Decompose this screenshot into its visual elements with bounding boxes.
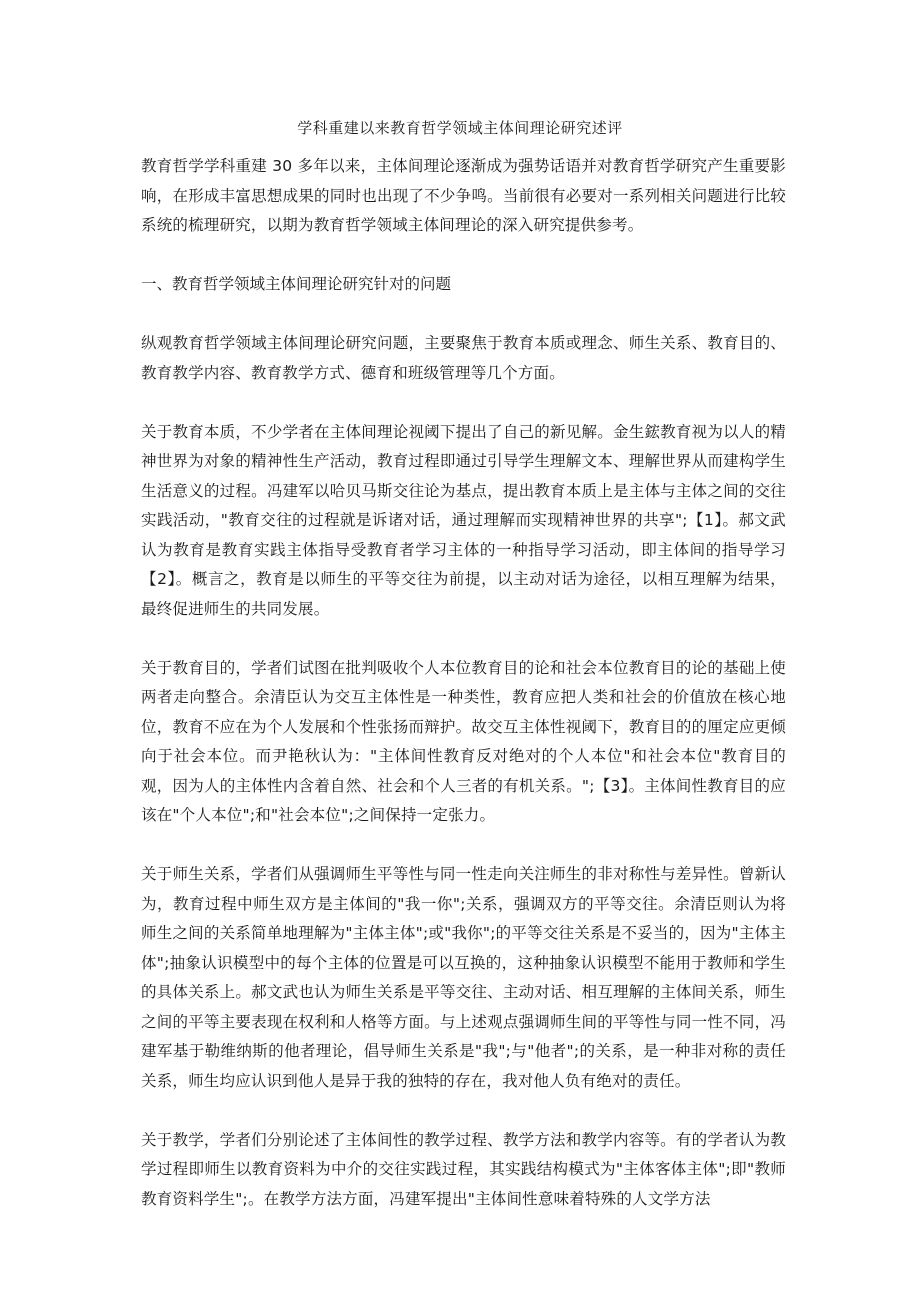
education-essence-paragraph: 关于教育本质，不少学者在主体间理论视阈下提出了自己的新见解。金生鋐教育视为以人的精神世界为对象的精神性生产活动，教育过程即通过引导学生理解文本、理解世界从而建构学生生活意义的过程。冯建军以哈贝马斯交往论为基点，提出教育本质上是主体与主体之间的交往实践活动，"教育交往的过程就是诉诸对话，通过理解而实现精神世界的共享";【1】。郝文武认为教育是教育实践主体指导受教育者学习主体的一种指导学习活动，即主体间的指导学习【2】。概言之，教育是以师生的平等交往为前提，以主动对话为途径，以相互理解为结果，最终促进师生的共同发展。 [141,422,786,618]
intro-paragraph: 教育哲学学科重建 30 多年以来，主体间理论逐渐成为强势话语并对教育哲学研究产生重要影响，在形成丰富思想成果的同时也出现了不少争鸣。当前很有必要对一系列相关问题进行比较系统的梳理研究，以期为教育哲学领域主体间理论的深入研究提供参考。 [141,157,786,234]
teaching-paragraph: 关于教学，学者们分别论述了主体间性的教学过程、教学方法和教学内容等。有的学者认为教学过程即师生以教育资料为中介的交往实践过程，其实践结构模式为"主体客体主体";即"教师教育资料学生";。在教学方法方面，冯建军提出"主体间性意味着特殊的人文学方法 [141,1130,786,1208]
document-title: 学科重建以来教育哲学领域主体间理论研究述评 [297,119,623,137]
teacher-student-paragraph: 关于师生关系，学者们从强调师生平等性与同一性走向关注师生的非对称性与差异性。曾新认为，教育过程中师生双方是主体间的"我一你";关系，强调双方的平等交往。余清臣则认为将师生之间的关系简单地理解为"主体主体";或"我你";的平等交往关系是不妥当的，因为"主体主体";抽象认识模型中的每个主体的位置是可以互换的，这种抽象认识模型不能用于教师和学生的具体关系上。郝文武也认为师生关系是平等交往、主动对话、相互理解的主体间关系，师生之间的平等主要表现在权利和人格等方面。与上述观点强调师生间的平等性与同一性不同，冯建军基于勒维纳斯的他者理论，倡导师生关系是"我";与"他者";的关系，是一种非对称的责任关系，师生均应认识到他人是异于我的独特的存在，我对他人负有绝对的责任。 [141,865,786,1090]
document-body [141,152,786,1244]
overview-paragraph: 纵观教育哲学领域主体间理论研究问题，主要聚焦于教育本质或理念、师生关系、教育目的、教育教学内容、教育教学方式、德育和班级管理等几个方面。 [141,334,786,382]
section-heading: 一、教育哲学领域主体间理论研究针对的问题 [141,275,452,293]
education-aim-paragraph: 关于教育目的，学者们试图在批判吸收个人本位教育目的论和社会本位教育目的论的基础上使两者走向整合。余清臣认为交互主体性是一种类性，教育应把人类和社会的价值放在核心地位，教育不应在为个人发展和个性张扬而辩护。故交互主体性视阈下，教育目的的厘定应更倾向于社会本位。而尹艳秋认为："主体间性教育反对绝对的个人本位"和社会本位"教育目的观，因为人的主体性内含着自然、社会和个人三者的有机关系。";【3】。主体间性教育目的应该在"个人本位";和"社会本位";之间保持一定张力。 [141,658,786,824]
